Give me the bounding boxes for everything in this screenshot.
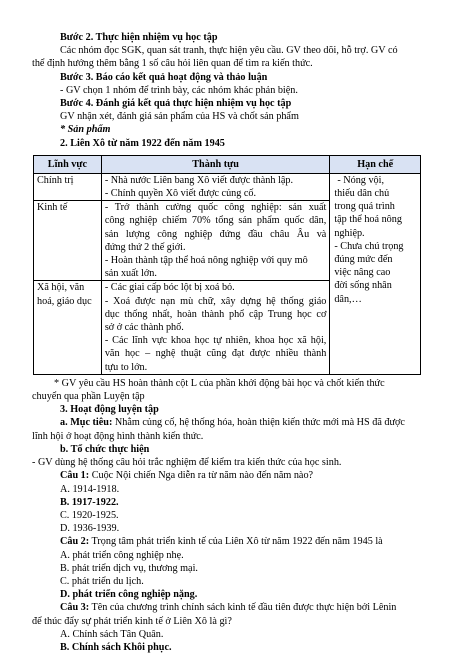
- step2-text-line2: thể định hướng thêm bằng 1 số câu hỏi liên quan để tìm ra kiến thức.: [32, 58, 313, 70]
- objective-line1: [32, 416, 419, 429]
- achievements-table: [33, 155, 421, 375]
- cell-text: thiếu dân chủ: [334, 188, 390, 200]
- cell-text: sở ở các thành phố.: [104, 322, 184, 334]
- answer-option: A. 1914-1918.: [60, 483, 120, 495]
- cell-society-achievements: [101, 281, 330, 374]
- cell-text: - Chưa chú trọng: [334, 240, 404, 252]
- organization-heading: b. Tổ chức thực hiện: [60, 443, 150, 455]
- step3-heading: Bước 3. Báo cáo kết quả hoạt động và thảo luận: [60, 71, 268, 83]
- table-header-row: [34, 155, 421, 173]
- cell-economy: [34, 201, 102, 281]
- question-label: Câu 3:: [60, 602, 90, 614]
- answer-option: D. 1936-1939.: [60, 523, 120, 535]
- cell-text: Chính trị: [37, 174, 74, 186]
- answer-option-correct: D. phát triển công nghiệp nặng.: [60, 589, 198, 601]
- cell-text: - Các lĩnh vực khoa học tự nhiên, khoa học xã hội,: [104, 335, 327, 347]
- cell-text: - Trở thành cường quốc công nghiệp: sản xuất: [104, 202, 327, 214]
- step2-text-line1: Các nhóm đọc SGK, quan sát tranh, thực hiện yêu cầu. GV theo dõi, hỗ trợ. GV có: [60, 45, 398, 57]
- objective-label: a. Mục tiêu:: [60, 417, 113, 429]
- cell-text: tựu to lớn.: [104, 361, 148, 373]
- answer-option: C. phát triển du lịch.: [60, 575, 144, 587]
- cell-text: - Các giai cấp bóc lột bị xoá bỏ.: [104, 282, 235, 294]
- teacher-note-line2: chuyển qua phần Luyện tập: [32, 391, 145, 403]
- header-achievements: Thành tựu: [101, 155, 330, 173]
- cell-text: Xã hội, văn: [37, 282, 85, 294]
- answer-option: A. Chính sách Tân Quân.: [60, 628, 164, 640]
- cell-text: đứng thứ 2 thế giới.: [104, 241, 186, 253]
- step4-text: GV nhận xét, đánh giá sản phẩm của HS và chốt sản phẩm: [60, 111, 299, 123]
- cell-text: - Xoá được nạn mù chữ, xây dựng hệ thống giáo: [104, 295, 327, 307]
- answer-option: B. phát triển dịch vụ, thương mại.: [60, 562, 198, 574]
- objective-line2: lĩnh hội ở hoạt động hình thành kiến thức.: [32, 430, 204, 442]
- question-text: Trọng tâm phát triển kinh tế của Liên Xô từ năm 1922 đến năm 1945 là: [89, 536, 383, 548]
- cell-text: nghiệp.: [334, 227, 365, 239]
- answer-option: A. phát triển công nghiệp nhẹ.: [60, 549, 184, 561]
- cell-politics-achievements: [101, 173, 330, 200]
- answer-option-correct: B. Chính sách Khôi phục.: [60, 641, 172, 653]
- cell-text: công nghiệp chiếm 70% tổng sản phẩm quốc dân,: [104, 215, 327, 227]
- answer-option-correct: B. 1917-1922.: [60, 496, 119, 508]
- cell-text: Kinh tế: [37, 202, 68, 214]
- cell-text: đúng mức đến: [334, 254, 393, 266]
- question-text: Tên của chương trình chính sách kinh tế đầu tiên được thực hiện bởi Lênin: [89, 602, 397, 614]
- question-label: Câu 2:: [60, 536, 90, 548]
- step2-heading: Bước 2. Thực hiện nhiệm vụ học tập: [60, 32, 218, 43]
- table-row: [34, 173, 421, 200]
- section-2-heading: 2. Liên Xô từ năm 1922 đến năm 1945: [60, 137, 225, 149]
- objective-text: Nhằm củng cố, hệ thống hóa, hoàn thiện kiến thức mới mà HS đã được: [112, 417, 405, 429]
- organization-text: - GV dùng hệ thống câu hỏi trắc nghiệm để kiểm tra kiến thức của học sinh.: [32, 457, 342, 469]
- question-text: Cuộc Nội chiến Nga diễn ra từ năm nào đến năm nào?: [89, 470, 314, 482]
- cell-text: trong quá trình: [334, 201, 395, 213]
- answer-option: C. 1920-1925.: [60, 509, 119, 521]
- cell-text: dục thống nhất, hoàn thành phổ cập Trung học cơ: [104, 308, 327, 320]
- cell-economy-achievements: [101, 201, 330, 281]
- cell-limitations: [330, 173, 421, 374]
- cell-text: hoá, giáo dục: [37, 295, 92, 307]
- cell-society: [34, 281, 102, 374]
- question-3: [32, 601, 419, 614]
- cell-text: - Nóng vội,: [337, 174, 385, 186]
- cell-text: việc nâng cao: [334, 267, 391, 279]
- header-limitations: Hạn chế: [330, 155, 421, 173]
- cell-politics: [34, 173, 102, 200]
- cell-text: sản xuất lớn.: [104, 268, 157, 280]
- teacher-note-line1: * GV yêu cầu HS hoàn thành cột L của phần khởi động bài học và chốt kiến thức: [54, 377, 385, 389]
- cell-text: - Nhà nước Liên bang Xô viết được thành lập.: [104, 174, 293, 186]
- product-label: * Sản phẩm: [60, 124, 111, 136]
- cell-text: sản lượng công nghiệp đứng đầu châu Âu và: [104, 228, 327, 240]
- step4-heading: Bước 4. Đánh giá kết quả thực hiện nhiệm vụ học tập: [60, 98, 292, 110]
- header-field: Lĩnh vực: [34, 155, 102, 173]
- question-label: Câu 1:: [60, 470, 90, 482]
- cell-text: - Hoàn thành tập thể hoá nông nghiệp với quy mô: [104, 255, 308, 267]
- cell-text: dân,…: [334, 293, 362, 305]
- activity-3-heading: 3. Hoạt động luyện tập: [60, 404, 159, 416]
- cell-text: - Chính quyền Xô viết được củng cố.: [104, 188, 257, 200]
- question-2: [32, 535, 419, 548]
- question-1: [32, 469, 419, 482]
- cell-text: tập thể hoá nông: [334, 214, 402, 226]
- step3-text: - GV chọn 1 nhóm để trình bày, các nhóm khác phản biện.: [60, 84, 298, 96]
- cell-text: văn học – nghệ thuật cũng đạt được nhiều thành: [104, 348, 327, 360]
- question-3-line2: để thúc đẩy sự phát triển kinh tế ở Liên Xô là gì?: [32, 615, 232, 627]
- cell-text: đời sống nhân: [334, 280, 392, 292]
